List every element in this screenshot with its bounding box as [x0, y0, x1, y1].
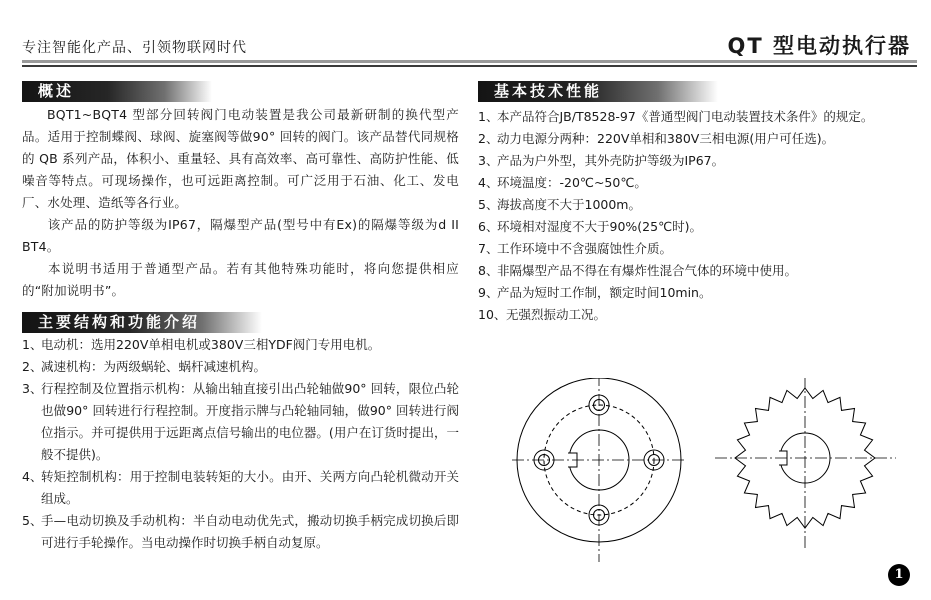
list-item — [478, 238, 913, 260]
performance-heading: 基本技术性能 — [494, 82, 603, 100]
list-item-text: 电动机：选用220V单相电机或380V三相YDF阀门专用电机。 — [41, 337, 381, 352]
list-item-number: 7、 — [478, 241, 499, 256]
list-item-number: 9、 — [478, 285, 499, 300]
list-item-text: 非隔爆型产品不得在有爆炸性混合气体的环境中使用。 — [497, 263, 798, 278]
list-item — [22, 510, 459, 554]
performance-list — [478, 106, 913, 326]
list-item — [478, 150, 913, 172]
overview-paragraph-1 — [22, 104, 459, 214]
list-item-text: 行程控制及位置指示机构：从输出轴直接引出凸轮轴做90° 回转，限位凸轮也做90° 回转进行行程控制。开度指示牌与凸轮轴同轴，做90° 回转进行阀位指示。并可提供用于远距离点信号输出的电位器。(用户在订货时提出，一般不提供)。 — [41, 381, 459, 462]
list-item — [478, 106, 913, 128]
list-item-number: 3、 — [22, 381, 43, 396]
flange-drawing — [512, 378, 686, 562]
list-item — [22, 466, 459, 510]
list-item-text: 海拔高度不大于1000m。 — [497, 197, 641, 212]
list-item — [478, 216, 913, 238]
list-item-number: 10、 — [478, 307, 507, 322]
structure-list — [22, 334, 459, 554]
list-item-text: 工作环境中不含强腐蚀性介质。 — [497, 241, 673, 256]
overview-paragraph-3 — [22, 258, 459, 302]
list-item-text: 无强烈振动工况。 — [506, 307, 607, 322]
flange-and-gear-diagram — [500, 378, 900, 570]
list-item-text: 产品为短时工作制，额定时间10min。 — [497, 285, 712, 300]
header-tagline: 专注智能化产品、引领物联网时代 — [22, 40, 247, 56]
overview-p1-text: BQT1~BQT4 型部分回转阀门电动装置是我公司最新研制的换代型产品。适用于控制蝶阀、球阀、旋塞阀等做90° 回转的阀门。该产品替代同规格的 QB 系列产品，体积小、重量轻、具有高效率、高可靠性、高防护性能、低噪音等特点。可现场操作，也可远距离控制。可广泛用于石油、化工、发电厂、水处理、造纸等各行业。 — [22, 107, 459, 210]
overview-heading: 概述 — [38, 82, 75, 100]
list-item — [478, 194, 913, 216]
list-item-number: 5、 — [22, 513, 43, 528]
list-item — [478, 282, 913, 304]
list-item-number: 8、 — [478, 263, 499, 278]
list-item — [22, 356, 459, 378]
structure-heading: 主要结构和功能介绍 — [38, 313, 201, 331]
list-item-number: 2、 — [22, 359, 43, 374]
list-item-number: 2、 — [478, 131, 499, 146]
list-item — [478, 172, 913, 194]
list-item-number: 5、 — [478, 197, 499, 212]
list-item-number: 1、 — [478, 109, 499, 124]
header-divider-light — [22, 60, 917, 63]
list-item-text: 减速机构：为两级蜗轮、蜗杆减速机构。 — [41, 359, 267, 374]
list-item-text: 本产品符合JB/T8528-97《普通型阀门电动装置技术条件》的规定。 — [497, 109, 874, 124]
list-item-number: 3、 — [478, 153, 499, 168]
list-item-number: 1、 — [22, 337, 43, 352]
gear-drawing — [715, 378, 896, 550]
overview-paragraph-2 — [22, 214, 459, 258]
list-item — [478, 304, 913, 326]
overview-p2-text: 该产品的防护等级为IP67，隔爆型产品(型号中有Ex)的隔爆等级为d II BT4。 — [22, 217, 459, 254]
list-item — [22, 334, 459, 356]
list-item-number: 4、 — [478, 175, 499, 190]
list-item-number: 6、 — [478, 219, 499, 234]
document-title: QT 型电动执行器 — [727, 34, 911, 58]
list-item-text: 环境相对湿度不大于90%(25℃时)。 — [497, 219, 702, 234]
list-item — [478, 128, 913, 150]
list-item-text: 转矩控制机构：用于控制电装转矩的大小。由开、关两方向凸轮机微动开关组成。 — [41, 469, 459, 506]
list-item — [22, 378, 459, 466]
structure-heading-bar — [22, 312, 262, 333]
list-item — [478, 260, 913, 282]
page-number-badge: 1 — [888, 564, 910, 586]
list-item-text: 环境温度：-20℃~50℃。 — [497, 175, 647, 190]
overview-p3-text: 本说明书适用于普通型产品。若有其他特殊功能时，将向您提供相应的“附加说明书”。 — [22, 261, 459, 298]
list-item-text: 手—电动切换及手动机构：半自动电动优先式，搬动切换手柄完成切换后即可进行手轮操作。当电动操作时切换手柄自动复原。 — [41, 513, 459, 550]
header-divider-dark — [22, 65, 917, 67]
performance-heading-bar — [478, 81, 718, 102]
list-item-text: 动力电源分两种：220V单相和380V三相电源(用户可任选)。 — [497, 131, 835, 146]
overview-heading-bar — [22, 81, 212, 102]
list-item-text: 产品为户外型，其外壳防护等级为IP67。 — [497, 153, 725, 168]
list-item-number: 4、 — [22, 469, 43, 484]
